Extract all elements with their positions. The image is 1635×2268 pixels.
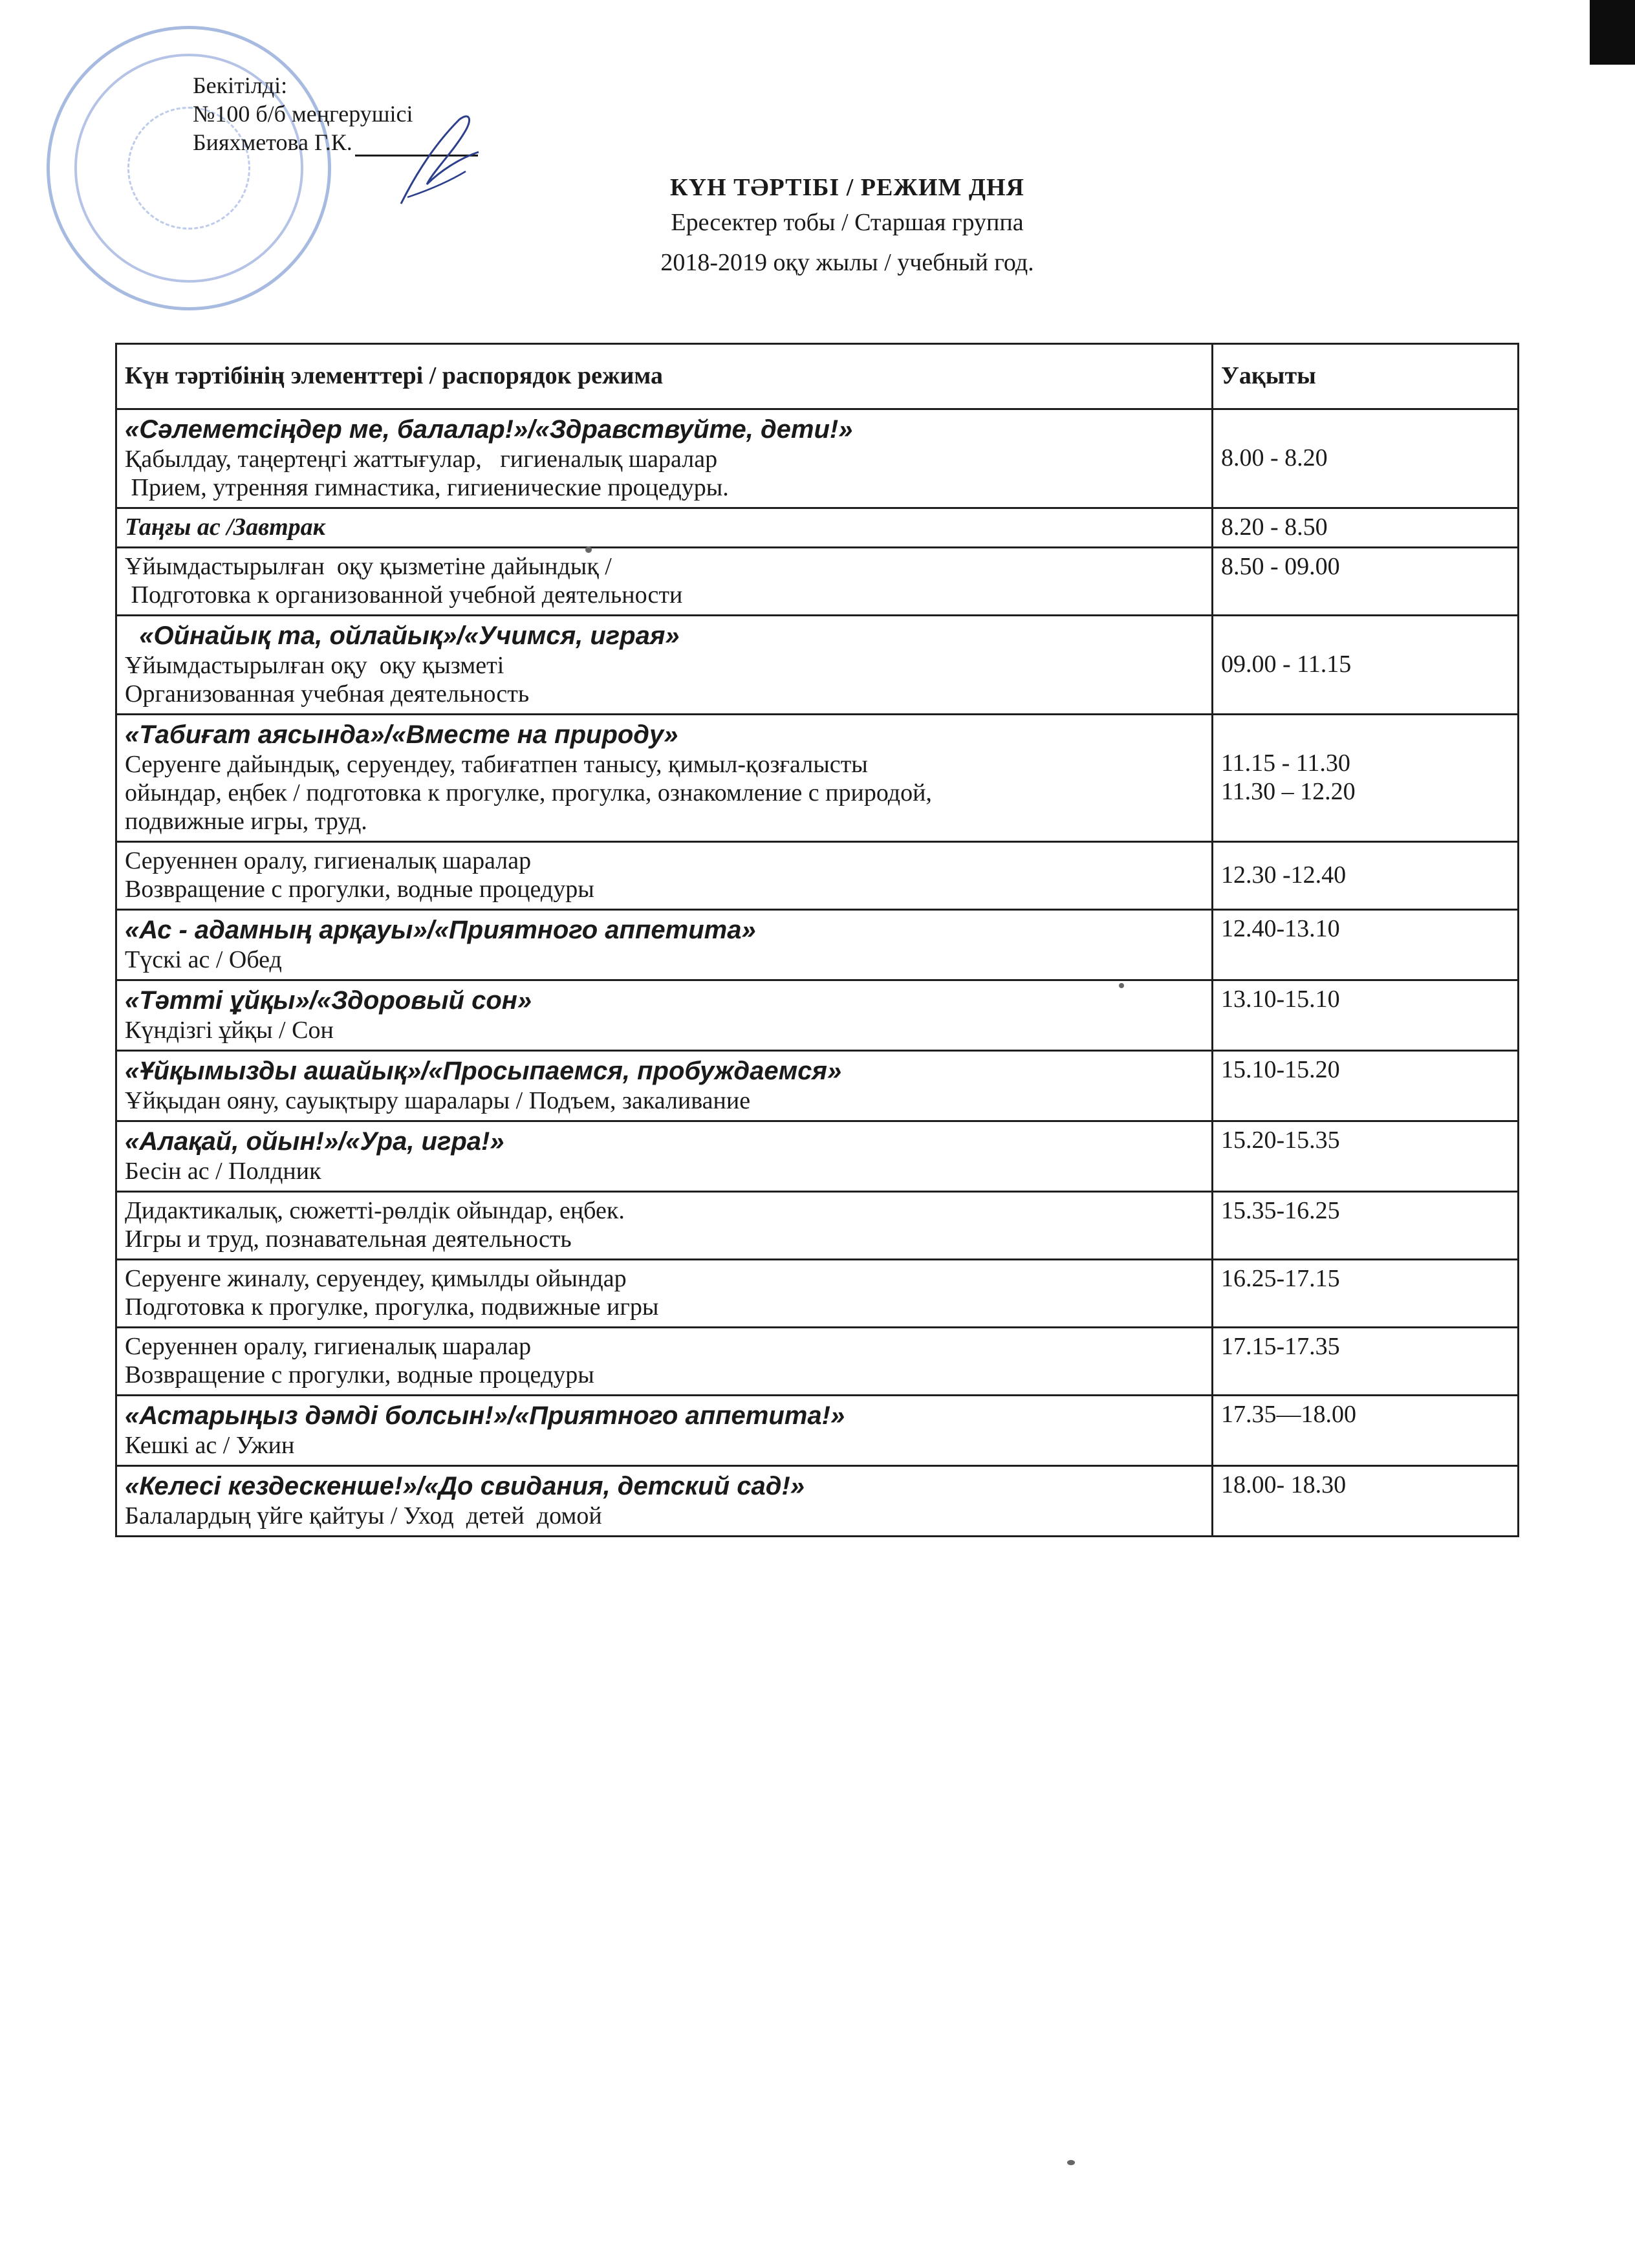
activity-description: Ұйымдастырылған оқу оқу қызметі xyxy=(125,652,504,679)
table-row xyxy=(116,715,1519,842)
activity-title: Таңғы ас /Завтрак xyxy=(125,513,325,541)
time-cell xyxy=(1213,1396,1519,1466)
activity-cell xyxy=(116,1192,1213,1260)
time-range: 8.00 - 8.20 xyxy=(1221,444,1328,471)
academic-year: 2018-2019 оқу жылы / учебный год. xyxy=(660,249,1034,276)
activity-cell xyxy=(116,1328,1213,1396)
activity-cell xyxy=(116,980,1213,1051)
time-cell xyxy=(1213,548,1519,616)
activity-description: Дидактикалық, сюжетті-рөлдік ойындар, еңбек. xyxy=(125,1197,625,1224)
time-cell xyxy=(1213,1051,1519,1121)
approval-position: №100 б/б меңгерушісі xyxy=(193,101,413,127)
scan-speck xyxy=(585,546,592,553)
table-row xyxy=(116,1260,1519,1328)
table-row xyxy=(116,1051,1519,1121)
activity-description: Түскі ас / Обед xyxy=(125,946,282,973)
time-range: 12.40-13.10 xyxy=(1221,915,1340,942)
activity-description: Серуеннен оралу, гигиеналық шаралар xyxy=(125,847,532,874)
activity-slogan: «Келесі кездескенше!»/«До свидания, детский сад!» xyxy=(125,1472,805,1500)
time-cell xyxy=(1213,910,1519,980)
column-header-elements: Күн тәртібінің элементтері / распорядок режима xyxy=(116,344,1213,409)
table-header-row xyxy=(116,344,1519,409)
time-range: 11.30 – 12.20 xyxy=(1221,778,1356,805)
activity-description: Балалардың үйге қайтуы / Уход детей домой xyxy=(125,1502,602,1529)
activity-description: Ұйқыдан ояну, сауықтыру шаралары / Подъем, закаливание xyxy=(125,1087,751,1114)
time-cell xyxy=(1213,1260,1519,1328)
activity-slogan: «Астарыңыз дәмді болсын!»/«Приятного аппетита!» xyxy=(125,1401,845,1430)
time-range: 12.30 -12.40 xyxy=(1221,861,1347,889)
time-range: 15.10-15.20 xyxy=(1221,1056,1340,1083)
activity-slogan: «Сәлеметсіңдер ме, балалар!»/«Здравствуйте, дети!» xyxy=(125,415,853,444)
activity-description: Кешкі ас / Ужин xyxy=(125,1432,295,1459)
time-range: 11.15 - 11.30 xyxy=(1221,750,1350,777)
time-cell xyxy=(1213,715,1519,842)
approval-name: Бияхметова Г.К. xyxy=(193,129,352,155)
table-row xyxy=(116,1466,1519,1537)
schedule-table xyxy=(115,343,1519,1537)
group-subtitle: Ересектер тобы / Старшая группа xyxy=(671,209,1024,236)
activity-cell xyxy=(116,409,1213,508)
table-row xyxy=(116,980,1519,1051)
activity-cell xyxy=(116,548,1213,616)
activity-description: подвижные игры, труд. xyxy=(125,808,367,835)
activity-description: Күндізгі ұйқы / Сон xyxy=(125,1017,334,1044)
activity-description: Қабылдау, таңертеңгі жаттығулар, гигиеналық шаралар xyxy=(125,446,718,473)
approval-label: Бекітілді: xyxy=(193,72,288,98)
time-cell xyxy=(1213,616,1519,715)
activity-description: Ұйымдастырылған оқу қызметіне дайындық / xyxy=(125,553,612,580)
activity-cell xyxy=(116,616,1213,715)
table-row xyxy=(116,616,1519,715)
time-range: 17.15-17.35 xyxy=(1221,1333,1340,1360)
time-range: 8.50 - 09.00 xyxy=(1221,553,1340,580)
time-cell xyxy=(1213,409,1519,508)
activity-cell xyxy=(116,1466,1213,1537)
activity-slogan: «Ас - адамның арқауы»/«Приятного аппетита» xyxy=(125,916,756,944)
activity-description: Прием, утренняя гимнастика, гигиенические процедуры. xyxy=(125,474,729,501)
activity-cell xyxy=(116,1260,1213,1328)
activity-cell xyxy=(116,1396,1213,1466)
time-cell xyxy=(1213,842,1519,910)
time-range: 16.25-17.15 xyxy=(1221,1265,1340,1292)
time-cell xyxy=(1213,1121,1519,1192)
scan-edge-shadow xyxy=(1590,0,1635,65)
activity-description: Серуенге жиналу, серуендеу, қимылды ойындар xyxy=(125,1265,627,1292)
activity-cell xyxy=(116,715,1213,842)
table-row xyxy=(116,910,1519,980)
activity-description: Бесін ас / Полдник xyxy=(125,1158,321,1185)
page-title: КҮН ТӘРТІБІ / РЕЖИМ ДНЯ xyxy=(670,174,1024,201)
activity-slogan: «Ұйқымызды ашайық»/«Просыпаемся, пробуждаемся» xyxy=(125,1057,842,1085)
table-row xyxy=(116,1328,1519,1396)
time-range: 15.35-16.25 xyxy=(1221,1197,1340,1224)
activity-cell xyxy=(116,1051,1213,1121)
activity-cell xyxy=(116,1121,1213,1192)
activity-slogan: «Алақай, ойын!»/«Ура, игра!» xyxy=(125,1127,504,1156)
activity-description: Подготовка к прогулке, прогулка, подвижные игры xyxy=(125,1293,659,1321)
activity-description: Игры и труд, познавательная деятельность xyxy=(125,1226,572,1253)
time-cell xyxy=(1213,1328,1519,1396)
activity-cell xyxy=(116,508,1213,548)
table-row xyxy=(116,842,1519,910)
time-range: 18.00- 18.30 xyxy=(1221,1471,1347,1498)
activity-description: ойындар, еңбек / подготовка к прогулке, прогулка, ознакомление с природой, xyxy=(125,779,932,806)
activity-description: Возвращение с прогулки, водные процедуры xyxy=(125,1361,594,1388)
time-range: 09.00 - 11.15 xyxy=(1221,651,1352,678)
schedule-rows xyxy=(116,409,1519,1537)
time-range: 17.35—18.00 xyxy=(1221,1401,1356,1428)
time-cell xyxy=(1213,980,1519,1051)
activity-description: Возвращение с прогулки, водные процедуры xyxy=(125,876,594,903)
table-row xyxy=(116,409,1519,508)
activity-slogan: «Табиғат аясында»/«Вместе на природу» xyxy=(125,720,678,749)
activity-description: Подготовка к организованной учебной деятельности xyxy=(125,581,683,609)
scan-speck xyxy=(1067,2160,1075,2165)
time-range: 13.10-15.10 xyxy=(1221,986,1340,1013)
activity-cell xyxy=(116,842,1213,910)
time-range: 15.20-15.35 xyxy=(1221,1127,1340,1154)
table-row xyxy=(116,1121,1519,1192)
scan-speck xyxy=(1119,983,1124,988)
organization-stamp xyxy=(47,26,331,310)
table-row xyxy=(116,1192,1519,1260)
table-row xyxy=(116,1396,1519,1466)
activity-slogan: «Тәтті ұйқы»/«Здоровый сон» xyxy=(125,986,532,1015)
table-row xyxy=(116,508,1519,548)
table-row xyxy=(116,548,1519,616)
time-cell xyxy=(1213,1466,1519,1537)
activity-slogan: «Ойнайық та, ойлайық»/«Учимся, играя» xyxy=(125,621,680,650)
activity-description: Организованная учебная деятельность xyxy=(125,680,530,707)
activity-description: Серуеннен оралу, гигиеналық шаралар xyxy=(125,1333,532,1360)
activity-description: Серуенге дайындық, серуендеу, табиғатпен танысу, қимыл-қозғалысты xyxy=(125,751,868,778)
time-cell xyxy=(1213,508,1519,548)
time-range: 8.20 - 8.50 xyxy=(1221,513,1328,541)
time-cell xyxy=(1213,1192,1519,1260)
activity-cell xyxy=(116,910,1213,980)
column-header-time: Уақыты xyxy=(1213,344,1519,409)
